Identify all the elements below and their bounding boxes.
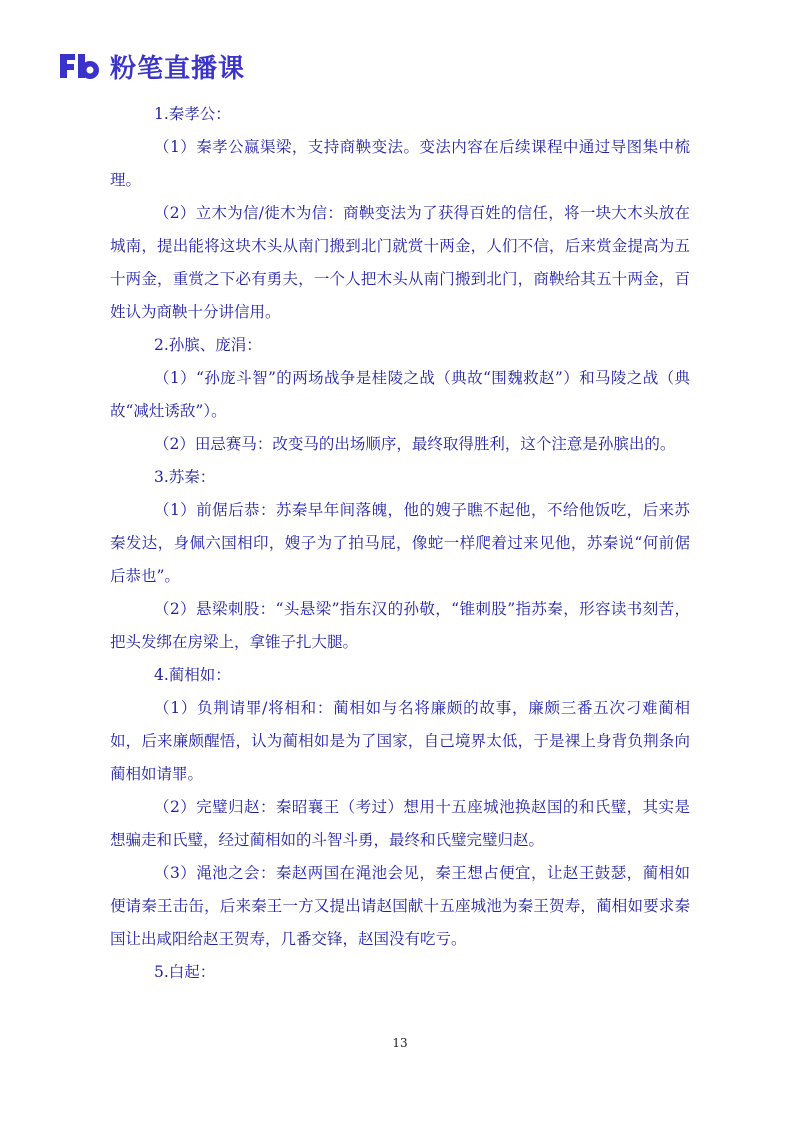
paragraph: （1）“孙庞斗智”的两场战争是桂陵之战（典故“围魏救赵”）和马陵之战（典故“减灶诱敌”）。 bbox=[110, 369, 690, 420]
paragraph: （1）秦孝公嬴渠梁，支持商鞅变法。变法内容在后续课程中通过导图集中梳理。 bbox=[110, 138, 690, 189]
logo-text: 粉笔直播课 bbox=[110, 53, 246, 84]
section-heading: 2.孙膑、庞涓： bbox=[154, 336, 262, 354]
section-heading: 1.秦孝公： bbox=[154, 105, 231, 123]
header-logo bbox=[58, 50, 245, 82]
paragraph: （1）前倨后恭：苏秦早年间落魄，他的嫂子瞧不起他，不给他饭吃，后来苏秦发达，身佩六国相印，嫂子为了拍马屁，像蛇一样爬着过来见他，苏秦说“何前倨后恭也”。 bbox=[110, 501, 690, 585]
paragraph: （3）渑池之会：秦赵两国在渑池会见，秦王想占便宜，让赵王鼓瑟，蔺相如便请秦王击缶，后来秦王一方又提出请赵国献十五座城池为秦王贺寿，蔺相如要求秦国让出咸阳给赵王贺寿，几番交锋，赵国没有吃亏。 bbox=[110, 864, 690, 948]
paragraph: （2）田忌赛马：改变马的出场顺序，最终取得胜利，这个注意是孙膑出的。 bbox=[154, 435, 676, 453]
section-heading: 4.蔺相如： bbox=[154, 666, 231, 684]
paragraph: （2）立木为信/徙木为信：商鞅变法为了获得百姓的信任，将一块大木头放在城南，提出能将这块木头从南门搬到北门就赏十两金，人们不信，后来赏金提高为五十两金，重赏之下必有勇夫，一个人把木头从南门搬到北门，商鞅给其五十两金，百姓认为商鞅十分讲信用。 bbox=[110, 204, 690, 321]
paragraph: （1）负荆请罪/将相和：蔺相如与名将廉颇的故事，廉颇三番五次刁难蔺相如，后来廉颇醒悟，认为蔺相如是为了国家，自己境界太低，于是裸上身背负荆条向蔺相如请罪。 bbox=[110, 699, 690, 783]
page-number: 13 bbox=[392, 1036, 408, 1050]
fb-logo-icon bbox=[58, 50, 100, 82]
section-heading: 3.苏秦： bbox=[154, 468, 216, 486]
paragraph: （2）完璧归赵：秦昭襄王（考过）想用十五座城池换赵国的和氏璧，其实是想骗走和氏璧，经过蔺相如的斗智斗勇，最终和氏璧完璧归赵。 bbox=[110, 798, 690, 849]
document-body bbox=[110, 98, 690, 989]
paragraph: （2）悬梁刺股：“头悬梁”指东汉的孙敬，“锥刺股”指苏秦，形容读书刻苦，把头发绑在房梁上，拿锥子扎大腿。 bbox=[110, 600, 690, 651]
section-heading: 5.白起： bbox=[154, 963, 216, 981]
